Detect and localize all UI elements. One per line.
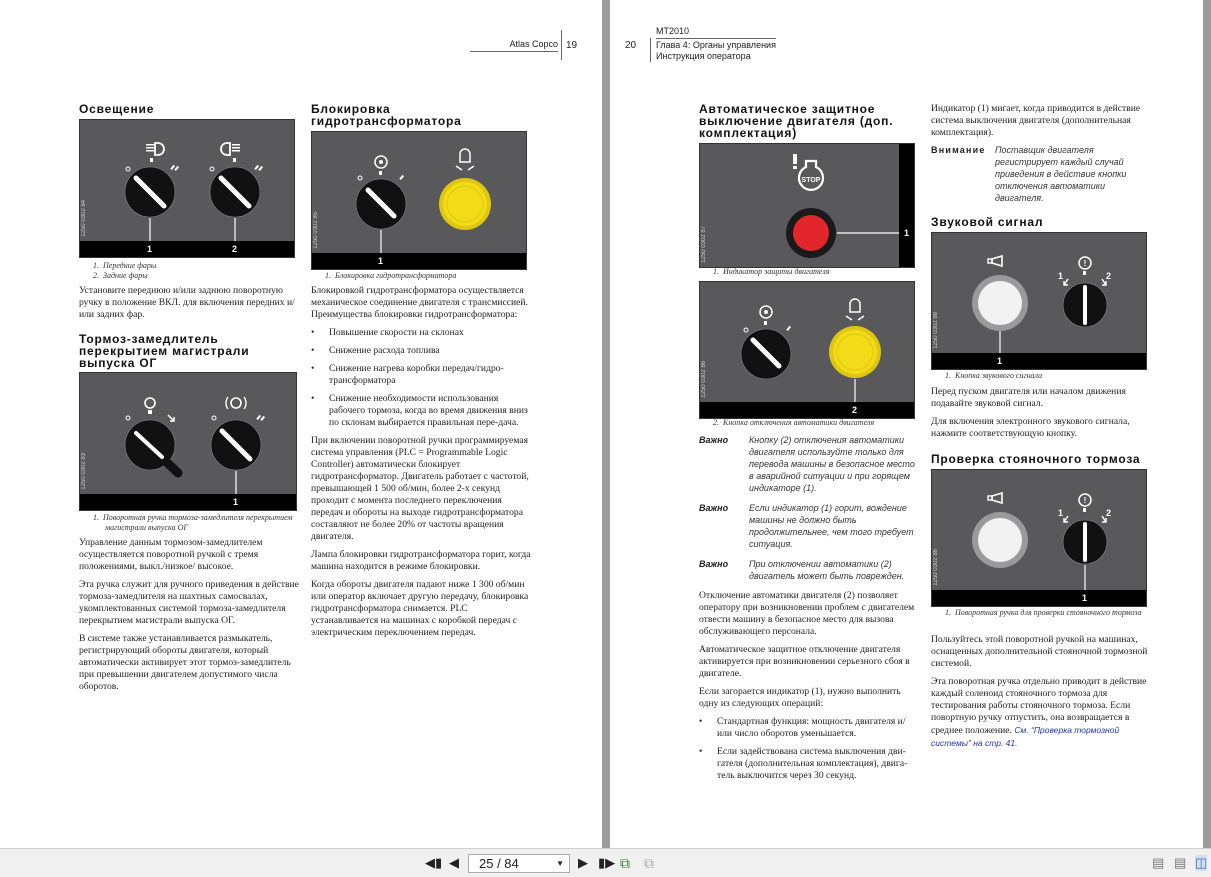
knob-label-2: 2	[1106, 508, 1112, 518]
header-doc: Инструкция оператора	[656, 51, 751, 61]
benefits-list	[311, 327, 535, 429]
important-note	[699, 502, 919, 550]
figure-code: 1250 0302 88	[933, 312, 939, 349]
note-label: Внимание	[931, 145, 986, 155]
note-label: Важно	[699, 559, 729, 569]
figure-code: 1250 0302 85	[313, 212, 319, 249]
list-item: • Повышение скорости на склонах	[311, 327, 535, 339]
svg-text:!: !	[1083, 496, 1087, 505]
paragraph: В системе также устанавливается размыкатель, регистрирующий обороты двигателя, который автоматически активирует этот тормоз-замедлитель при превышении двигателем допустимого числа оборотов.	[79, 633, 291, 692]
section-title-parking: Проверка стояночного тормоза	[931, 452, 1141, 466]
lockup-switch-illustration	[312, 132, 527, 270]
figure-lockup	[311, 131, 527, 270]
paragraph: Пользуйтесь этой поворотной ручкой на машинах, оснащенных дополнительной стояночной тормозной системой.	[931, 634, 1148, 669]
first-page-button[interactable]: ◀▮	[425, 855, 443, 870]
operations-list	[699, 716, 919, 782]
figure-horn	[931, 232, 1147, 370]
knob-label-1: 1	[1058, 271, 1064, 281]
figure-captions: 1. Кнопка звукового сигнала	[945, 371, 1043, 380]
list-item: • Стандартная функция: мощность двигателя и/ или число оборотов уменьшается.	[699, 716, 919, 740]
header-brand: Atlas Copco	[470, 39, 558, 52]
callout-1: 1	[233, 497, 239, 507]
caption-1: Поворотная ручка для проверки стояночного тормоза	[955, 608, 1142, 617]
paragraph: При включении поворотной ручки программируемая система управления (PLC = Programmable Logic Controller) автоматически блокирует гидротрансформатор. Двигатель работает с частотой, превышающей 1 500 об/мин, более 2-х секунд проходит с момента последнего переключения передач и обороты на выходе гидротрансформатора составляют не более 20% от частоты вращения двигателя.	[311, 435, 529, 542]
brake-check-link[interactable]: См. “Проверка тормозной системы” на стр. 41.	[931, 725, 1120, 748]
stop-label: STOP	[801, 177, 821, 184]
lighting-text: Установите переднюю и/или заднюю поворотную ручку в положение ВКЛ. для включения передних и/или задних фар.	[79, 285, 295, 320]
horn-icon	[988, 256, 1002, 266]
paragraph: Перед пуском двигателя или началом движения подавайте звуковой сигнал.	[931, 386, 1126, 409]
lockup-lamp-icon	[456, 149, 474, 170]
rear-light-icon	[221, 143, 240, 155]
figure-parking	[931, 469, 1147, 607]
exhaust-brake-icon	[145, 398, 155, 414]
engine-brake-icon	[226, 397, 246, 409]
caption-1: Передние фары	[103, 261, 157, 270]
go-back-view-icon[interactable]: ⧉	[620, 855, 630, 871]
callout-strip	[932, 353, 1146, 369]
headlight-icon	[146, 143, 164, 155]
caption-1: Индикатор защиты двигателя	[723, 267, 830, 276]
note-label: Важно	[699, 503, 729, 513]
paragraph: Когда обороты двигателя падают ниже 1 300 об/мин или оператор включает другую передачу, блокировка гидротрансформатора снимается. PLC устанавливается на машинах с коробкой передач с электрическим переключением передач.	[311, 579, 529, 638]
paragraph: Управление данным тормозом-замедлителем осуществляется поворотной ручкой с тремя положениями, выкл./низкое/ высокое.	[79, 537, 263, 572]
paragraph: Для включения электронного звукового сигнала, нажмите соответствующую кнопку.	[931, 416, 1130, 439]
figure-override-button	[699, 281, 915, 419]
header-model: MT2010	[656, 26, 776, 39]
figure-captions: 1. Поворотная ручка тормоза-замедлителя перекрытием магистрали выпуска ОГ	[93, 513, 293, 532]
callout-1: 1	[378, 256, 384, 266]
previous-page-button[interactable]: ◀	[449, 855, 459, 870]
section-title-shutdown: Автоматическое защитное выключение двигателя (доп. комплектация)	[699, 102, 894, 140]
note-label: Важно	[699, 435, 729, 445]
lockup-icon	[760, 306, 772, 318]
retarder-text	[79, 537, 301, 693]
paragraph: Лампа блокировки гидротрансформатора горит, когда машина находится в режиме блокировки.	[311, 549, 531, 572]
park-brake-icon	[1079, 494, 1091, 506]
header-chapter: Глава 4: Органы управления	[656, 40, 776, 50]
shutdown-text	[699, 434, 919, 788]
paragraph: Отключение автоматики двигателя (2) позволяет оператору при возникновении проблем с двигателем отвести машину в безопасное место для вызова обслуживающего персонала.	[699, 590, 915, 637]
figure-captions: 1. Поворотная ручка для проверки стояночного тормоза	[945, 608, 1142, 617]
callout-1: 1	[997, 356, 1003, 366]
list-item: • Если задействована система выключения дви-гателя (дополнительная комплектация), двига-тель выключится через 30 секунд.	[699, 746, 919, 782]
page-number: 20	[625, 40, 637, 51]
caption-2: Задние фары	[103, 271, 148, 280]
section-title-lockup: Блокировка гидротрансформатора	[311, 102, 462, 128]
caption-1: Блокировка гидротрансформатора	[335, 271, 457, 280]
note-text: Поставщик двигателя регистрирует каждый случай приведения в действие кнопки отключения автоматики двигателя.	[995, 145, 1127, 203]
paragraph: Эта ручка служит для ручного приведения в действие тормоза-замедлителя на шахтных самосвалах, укомплектованных системой тормоза-замедлителя перекрытием магистрали выпуска ОГ.	[79, 579, 299, 626]
last-page-button[interactable]: ▮▶	[598, 855, 616, 870]
lockup-icon	[375, 156, 387, 168]
continuous-view-icon[interactable]: ▤	[1174, 855, 1187, 870]
callout-2: 2	[232, 244, 238, 254]
next-page-button[interactable]: ▶	[578, 855, 588, 870]
figure-code: 1250 0302 83	[81, 453, 87, 490]
engine-indicator-illustration	[700, 144, 915, 268]
figure-captions: 1. Передние фары 2. Задние фары	[93, 261, 157, 280]
paragraph: Эта поворотная ручка отдельно приводит в действие каждый соленоид стояночного тормоза для тестирования работы стояночного тормоза. Если повортную ручку отпустить, она возвращается в среднее положение.	[931, 676, 1147, 736]
header-divider	[561, 30, 562, 60]
attention-block	[931, 144, 1153, 212]
parking-text	[931, 634, 1157, 750]
figure-code: 1250 0302 84	[81, 200, 87, 237]
figure-captions: 2. Кнопка отключения автоматики двигателя	[713, 418, 875, 427]
caption-1: Кнопка звукового сигнала	[955, 371, 1043, 380]
parking-check-illustration	[932, 470, 1147, 607]
note-text: Кнопку (2) отключения автоматики двигателя используйте только для перевода машины в безопасное место в аварийной ситуации и при горящем индикаторе (1).	[749, 435, 915, 493]
indicator-text: Индикатор (1) мигает, когда приводится в действие система выключения двигателя (дополнительная комплектация).	[931, 103, 1141, 138]
single-page-view-icon[interactable]: ▤	[1152, 855, 1165, 870]
lockup-text	[311, 285, 535, 639]
figure-captions: 1. Индикатор защиты двигателя	[713, 267, 830, 276]
callout-1: 1	[147, 244, 153, 254]
pdf-viewer-toolbar	[0, 848, 1211, 877]
park-brake-icon	[1079, 257, 1091, 269]
engine-stop-icon	[799, 161, 823, 190]
retarder-switch-illustration	[80, 373, 297, 511]
figure-captions: 1. Блокировка гидротрансформатора	[325, 271, 457, 280]
page-number-field[interactable]	[468, 854, 570, 873]
lockup-lamp-icon	[846, 299, 864, 320]
page-field-value: 25 / 84	[479, 856, 519, 871]
pdf-page-20	[610, 0, 1203, 848]
light-switches-illustration	[80, 120, 295, 258]
paragraph: Автоматическое защитное отключение двигателя активируется при возникновении серьезного сбоя в двигателе.	[699, 644, 910, 679]
override-button-illustration	[700, 282, 915, 419]
chevron-down-icon[interactable]: ▼	[556, 859, 564, 868]
header-divider	[650, 38, 651, 62]
caption-2: Кнопка отключения автоматики двигателя	[723, 418, 875, 427]
figure-engine-indicator	[699, 143, 915, 268]
caption-1: Поворотная ручка тормоза-замедлителя перекрытием магистрали выпуска ОГ	[103, 513, 293, 532]
callout-strip	[700, 402, 914, 418]
important-note	[699, 558, 919, 582]
list-item: • Снижение расхода топлива	[311, 345, 535, 357]
horn-text	[931, 386, 1153, 440]
note-text: При отключении автоматики (2) двигатель может быть поврежден.	[749, 559, 905, 581]
note-text: Если индикатор (1) горит, вождение машины не должно быть продолжительнее, чем того требует ситуация.	[749, 503, 914, 549]
list-item: • Снижение необходимости использования рабочего тормоза, когда во время движения вниз по склонам выбирается правильная пере-дача.	[311, 393, 535, 429]
figure-code: 1250 0302 87	[701, 226, 707, 263]
two-page-view-icon[interactable]: ◫	[1195, 855, 1208, 870]
section-title-retarder: Тормоз-замедлитель перекрытием магистрали выпуска ОГ	[79, 332, 250, 370]
list-item: • Снижение нагрева коробки передач/гидро-трансформатора	[311, 363, 535, 387]
callout-1: 1	[904, 228, 910, 238]
callout-strip	[312, 253, 526, 269]
figure-lighting	[79, 119, 295, 258]
go-forward-view-icon[interactable]: ⧉	[644, 855, 654, 871]
callout-strip	[80, 241, 294, 257]
knob-label-2: 2	[1106, 271, 1112, 281]
svg-text:!: !	[1083, 259, 1087, 268]
callout-2: 2	[852, 405, 858, 415]
pdf-page-19	[0, 0, 602, 848]
figure-retarder	[79, 372, 297, 511]
callout-strip	[932, 590, 1146, 606]
page-number: 19	[566, 40, 578, 51]
paragraph: Блокировкой гидротрансформатора осуществляется механическое соединение двигателя с трансмиссией. Преимущества блокировки гидротрансформатора:	[311, 285, 528, 320]
figure-code: 1250 0302 86	[701, 361, 707, 398]
knob-label-1: 1	[1058, 508, 1064, 518]
callout-1: 1	[1082, 593, 1088, 603]
section-title-horn: Звуковой сигнал	[931, 215, 1044, 229]
horn-icon	[988, 493, 1002, 503]
paragraph: Если загорается индикатор (1), нужно выполнить одну из следующих операций:	[699, 686, 901, 709]
section-title-lighting: Освещение	[79, 102, 155, 116]
important-note	[699, 434, 919, 494]
callout-strip	[80, 494, 296, 510]
horn-button-illustration	[932, 233, 1147, 370]
figure-code: 1250 0302 86	[933, 549, 939, 586]
